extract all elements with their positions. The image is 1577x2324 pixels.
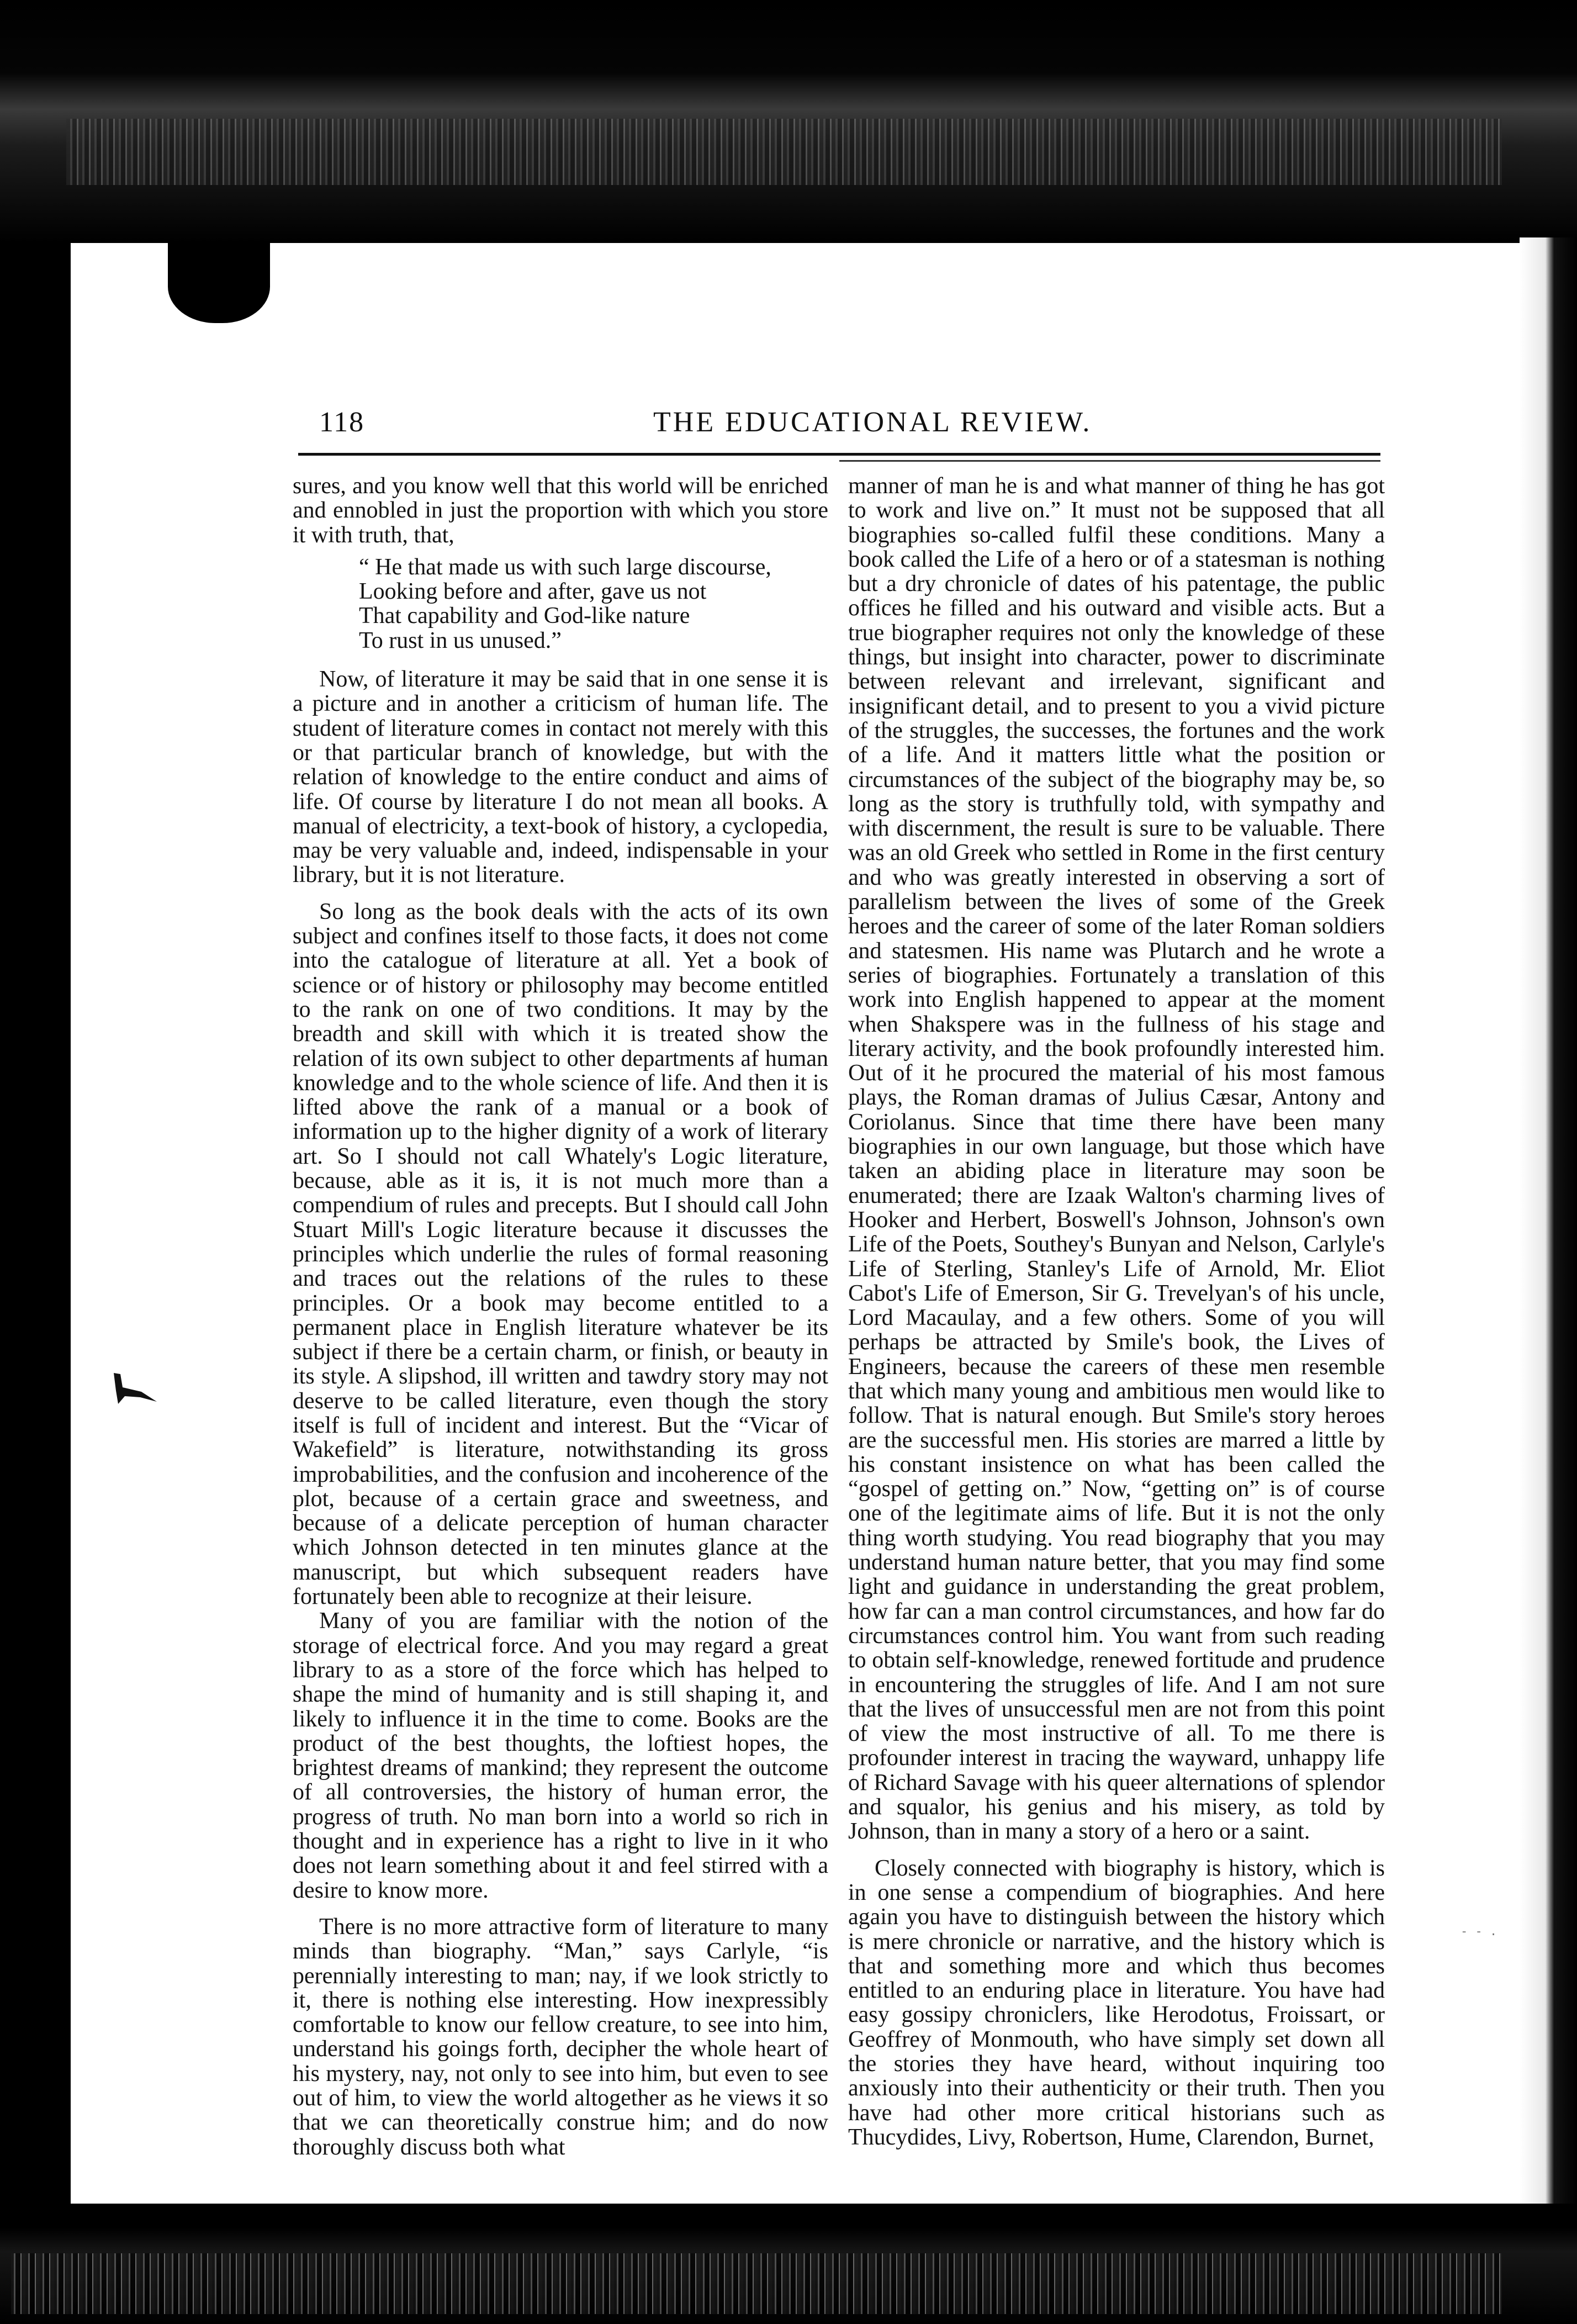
poem-line: Looking before and after, gave us not: [359, 579, 707, 605]
margin-specks: - - .: [1460, 1925, 1497, 1939]
body-paragraph: manner of man he is and what manner of thing he has got to work and live on.” It must not be supposed that all biographies so-called fulfil these conditions. Many a book called the Life of a hero or of a statesman is nothing but a dry chronicle of dates of his patentage, the public offices he filled and his outward and visible acts. But a true biographer requires not only the knowledge of these things, but insight into character, power to discriminate between relevant and irrelevant, significant and insignificant detail, and to present to you a vivid picture of the struggles, the successes, the fortunes and the work of a life. And it matters little what the position or circumstances of the subject of the biography may be, so long as the story is truthfully told, with sympathy and with discernment, the result is sure to be valuable. There was an old Greek who settled in Rome in the first century and who was greatly interested in observing a sort of parallelism between the lives of some of the Greek heroes and the career of some of the later Roman soldiers and statesmen. His name was Plutarch and he wrote a series of biographies. Fortunately a translation of this work into English happened to appear at the moment when Shakspere was in the fullness of his stage and literary activity, and the book profoundly interested him. Out of it he procured the material of his most famous plays, the Roman dramas of Julius Cæsar, Antony and Coriolanus. Since that time there have been many biographies in our own language, but those which have taken an abiding place in literature may soon be enumerated; there are Izaak Walton's charming lives of Hooker and Herbert, Boswell's Johnson, Johnson's own Life of the Poets, Southey's Bunyan and Nelson, Carlyle's Life of Sterling, Stanley's Life of Arnold, Mr. Eliot Cabot's Life of Emerson, Sir G. Trevelyan's of his uncle, Lord Macaulay, and a few others. Some of you will perhaps be attracted by Smile's book, the Lives of Engineers, because the careers of these men resemble that which many young and ambitious men would like to follow. That is natural enough. But Smile's story heroes are the successful men. His stories are marred a little by his constant insistence on what has been called the “gospel of getting on.” Now, “getting on” is of course one of the legitimate aims of life. But it is not the only thing worth studying. You read biography that you may understand human nature better, that you may find some light and guidance in understanding the great problem, how far can a man control circumstances, and how far do circumstances control him. You want from such reading to obtain self-knowledge, renewed fortitude and prudence in encountering the struggles of life. And I am not sure that the lives of unsuccessful men are not from this point of view the most instructive of all. To me there is profounder interest in tracing the wayward, unhappy life of Richard Savage with his queer alternations of splendor and squalor, his genius and his misery, as told by Johnson, than in many a story of a hero or a saint.: [848, 473, 1385, 1845]
running-head: [319, 406, 1423, 445]
opening-paragraph: sures, and you know well that this world will be enriched and ennobled in just the proportion with which you store it with truth, that,: [293, 473, 828, 548]
page-number: 118: [319, 406, 365, 438]
poem-line: To rust in us unused.”: [359, 627, 562, 653]
page-fold-shadow: [1520, 237, 1577, 2215]
ink-blot-mark: [108, 1369, 163, 1407]
journal-title: THE EDUCATIONAL REVIEW.: [653, 406, 1092, 438]
body-paragraph: Many of you are familiar with the notion of the storage of electrical force. And you may regard a great library to as a store of the force which has helped to shape the mind of humanity and is still shaping it, and likely to influence it in the time to come. Books are the product of the best thoughts, the loftiest hopes, the brightest dreams of mankind; they represent the outcome of all controversies, the history of human error, the progress of truth. No man born into a world so rich in thought and in experience has a right to live in it who does not learn something about it and feel stirred with a desire to know more.: [293, 1608, 828, 1903]
poem-line: “ He that made us with such large discourse,: [359, 554, 771, 580]
body-paragraph: There is no more attractive form of literature to many minds than biography. “Man,” says Carlyle, “is perennially interesting to man; nay, if we look strictly to it, there is nothing else interesting. How inexpressibly comfortable to know our fellow creature, to see into him, understand his goings forth, decipher the whole heart of his mystery, nay, not only to see into him, but even to see out of him, to view the world altogether as he views it so that we can theoretically construe him; and do now thoroughly discuss both what: [293, 1914, 828, 2160]
scan-noise-bottom: [11, 2253, 1502, 2314]
body-paragraph: Now, of literature it may be said that in one sense it is a picture and in another a criticism of human life. The student of literature comes in contact not merely with this or that particular branch of knowledge, but with the relation of knowledge to the entire conduct and aims of life. Of course by literature I do not mean all books. A manual of electricity, a text-book of history, a cyclopedia, may be very valuable and, indeed, indispensable in your library, but it is not literature.: [293, 667, 828, 888]
body-paragraph: Closely connected with biography is history, which is in one sense a compendium of biographies. And here again you have to distinguish between the history which is mere chronicle or narrative, and the history which is that and something more and which thus becomes entitled to an enduring place in literature. You have had easy gossipy chroniclers, like Herodotus, Froissart, or Geoffrey of Monmouth, who have simply set down all the stories they have heard, without inquiring too anxiously into their authenticity or their truth. Then you have had other more critical historians such as Thucydides, Livy, Robertson, Hume, Clarendon, Burnet,: [848, 1855, 1385, 2150]
quoted-poem: [359, 555, 828, 653]
right-column: [848, 474, 1385, 2149]
body-paragraph: So long as the book deals with the acts of its own subject and confines itself to those facts, it does not come into the catalogue of literature at all. Yet a book of science or of history or philosophy may become entitled to the rank on one of two conditions. It may by the breadth and skill with which it is treated show the relation of its own subject to other departments af human knowledge and to the whole science of life. And then it is lifted above the rank of a manual or a book of information up to the higher dignity of a work of literary art. So I should not call Whately's Logic literature, because, able as it is, it is not much more than a compendium of rules and precepts. But I should call John Stuart Mill's Logic literature because it discusses the principles which underlie the rules of formal reasoning and traces out the relations of the rules to these principles. Or a book may become entitled to a permanent place in English literature whatever be its subject if there be a certain charm, or finish, or beauty in its style. A slipshod, ill written and tawdry story may not deserve to be called literature, even though the story itself is full of incident and interest. But the “Vicar of Wakefield” is literature, notwithstanding its gross improbabilities, and the confusion and incoherence of the plot, because of a certain grace and sweetness, and because of a delicate perception of human character which Johnson detected in ten minutes glance at the manuscript, but which subsequent readers have fortunately been able to recognize at their leisure.: [293, 899, 828, 1610]
poem-line: That capability and God-like nature: [359, 603, 690, 629]
scan-noise-top: [66, 119, 1502, 185]
binding-hole: [166, 243, 272, 325]
header-rule-secondary: [839, 460, 1380, 462]
left-column: [293, 474, 828, 2159]
header-rule: [298, 453, 1380, 456]
